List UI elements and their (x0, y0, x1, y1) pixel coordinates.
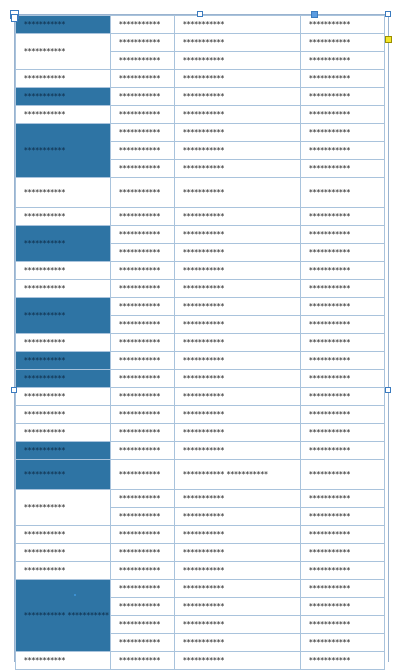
table-cell[interactable]: *********** (175, 16, 301, 34)
table-row (16, 178, 385, 208)
category-cell[interactable]: *********** (16, 208, 111, 226)
table-cell[interactable]: *********** (111, 106, 175, 124)
table-cell[interactable]: *********** (175, 526, 301, 544)
table-cell[interactable]: *********** (111, 526, 175, 544)
table-row (16, 460, 385, 490)
category-cell[interactable]: *********** (16, 262, 111, 280)
table-cell[interactable]: *********** (111, 16, 175, 34)
category-cell[interactable]: *********** (16, 88, 111, 106)
table-cell[interactable]: *********** *********** (175, 460, 301, 490)
table-cell[interactable]: *********** (301, 598, 385, 616)
table-cell[interactable]: *********** (175, 652, 301, 670)
table-cell[interactable]: *********** (301, 460, 385, 490)
table-row (16, 16, 385, 34)
table-cell[interactable]: *********** (111, 208, 175, 226)
resize-handle-top-left-inner[interactable] (11, 14, 18, 22)
table-cell[interactable]: *********** (301, 262, 385, 280)
table-cell[interactable]: *********** (301, 652, 385, 670)
category-cell[interactable]: *********** (16, 460, 111, 490)
table-cell[interactable]: *********** (175, 634, 301, 652)
table-cell[interactable]: *********** (301, 352, 385, 370)
table-row (16, 280, 385, 298)
category-cell[interactable]: *********** (16, 442, 111, 460)
resize-handle-middle-left[interactable] (11, 387, 17, 393)
table-cell[interactable]: *********** (111, 490, 175, 508)
table-cell[interactable]: *********** (175, 244, 301, 262)
table-cell[interactable]: *********** (175, 424, 301, 442)
table-cell[interactable]: *********** (111, 280, 175, 298)
table-cell[interactable]: *********** (301, 406, 385, 424)
table-cell[interactable]: *********** (301, 562, 385, 580)
table-cell[interactable]: *********** (175, 142, 301, 160)
table-cell[interactable]: *********** (301, 388, 385, 406)
table-row (16, 88, 385, 106)
category-cell[interactable]: *********** (16, 334, 111, 352)
category-cell[interactable]: *********** (16, 406, 111, 424)
cursor-mark (74, 594, 76, 596)
table-cell[interactable]: *********** (111, 508, 175, 526)
table-row (16, 298, 385, 316)
table-row (16, 124, 385, 142)
table-row (16, 370, 385, 388)
table-cell[interactable]: *********** (111, 406, 175, 424)
table-cell[interactable]: *********** (111, 160, 175, 178)
selection-right-edge (388, 14, 389, 662)
table-cell[interactable]: *********** (175, 262, 301, 280)
table-cell[interactable]: *********** (111, 334, 175, 352)
table-cell[interactable]: *********** (301, 334, 385, 352)
table-row (16, 70, 385, 88)
table-row (16, 388, 385, 406)
table-row (16, 526, 385, 544)
table-cell[interactable]: *********** (175, 88, 301, 106)
category-cell[interactable]: *********** (16, 352, 111, 370)
table-cell[interactable]: *********** (111, 70, 175, 88)
resize-handle-top-middle[interactable] (197, 11, 203, 17)
table-cell[interactable]: *********** (301, 244, 385, 262)
table-cell[interactable]: *********** (111, 244, 175, 262)
table-cell[interactable]: *********** (175, 178, 301, 208)
table-cell[interactable]: *********** (111, 562, 175, 580)
category-cell[interactable]: *********** (16, 70, 111, 88)
table-row (16, 208, 385, 226)
category-cell[interactable]: *********** (16, 226, 111, 262)
table-cell[interactable]: *********** (175, 370, 301, 388)
table-cell[interactable]: *********** (175, 562, 301, 580)
table-cell[interactable]: *********** (111, 598, 175, 616)
table-cell[interactable]: *********** (301, 88, 385, 106)
table-row (16, 424, 385, 442)
table-cell[interactable]: *********** (301, 280, 385, 298)
category-cell[interactable]: *********** (16, 490, 111, 526)
table-cell[interactable]: *********** (301, 508, 385, 526)
table-cell[interactable]: *********** (175, 508, 301, 526)
table-cell[interactable]: *********** (301, 208, 385, 226)
table-frame[interactable] (14, 14, 388, 665)
category-cell[interactable]: *********** *********** (16, 580, 111, 652)
category-cell[interactable]: *********** (16, 124, 111, 178)
category-cell[interactable]: *********** (16, 544, 111, 562)
table-cell[interactable]: *********** (111, 544, 175, 562)
table-cell[interactable]: *********** (175, 544, 301, 562)
table-row (16, 580, 385, 598)
category-cell[interactable]: *********** (16, 16, 111, 34)
table-cell[interactable]: *********** (175, 298, 301, 316)
category-cell[interactable]: *********** (16, 424, 111, 442)
table-cell[interactable]: *********** (175, 334, 301, 352)
category-cell[interactable]: *********** (16, 106, 111, 124)
table-cell[interactable]: *********** (111, 178, 175, 208)
table-cell[interactable]: *********** (301, 580, 385, 598)
table-cell[interactable]: *********** (175, 388, 301, 406)
table-cell[interactable]: *********** (111, 580, 175, 598)
table-cell[interactable]: *********** (301, 34, 385, 52)
table-row (16, 334, 385, 352)
table-cell[interactable]: *********** (111, 298, 175, 316)
table-cell[interactable]: *********** (111, 424, 175, 442)
table-cell[interactable]: *********** (301, 370, 385, 388)
table-row (16, 106, 385, 124)
table-row (16, 490, 385, 508)
table-cell[interactable]: *********** (175, 280, 301, 298)
category-cell[interactable]: *********** (16, 652, 111, 670)
table-cell[interactable]: *********** (175, 316, 301, 334)
table-row (16, 226, 385, 244)
category-cell[interactable]: *********** (16, 34, 111, 70)
table-cell[interactable]: *********** (111, 460, 175, 490)
adjust-handle[interactable] (385, 36, 392, 43)
table-cell[interactable]: *********** (175, 160, 301, 178)
table-body (16, 16, 385, 670)
table-cell[interactable]: *********** (111, 388, 175, 406)
table-cell[interactable]: *********** (301, 52, 385, 70)
table-cell[interactable]: *********** (175, 226, 301, 244)
table-cell[interactable]: *********** (111, 52, 175, 70)
table-cell[interactable]: *********** (175, 106, 301, 124)
table-cell[interactable]: *********** (301, 142, 385, 160)
table-row (16, 562, 385, 580)
category-cell[interactable]: *********** (16, 178, 111, 208)
table-cell[interactable]: *********** (111, 442, 175, 460)
category-cell[interactable]: *********** (16, 526, 111, 544)
table-cell[interactable]: *********** (175, 616, 301, 634)
table-row (16, 406, 385, 424)
table-cell[interactable]: *********** (111, 226, 175, 244)
table-cell[interactable]: *********** (175, 442, 301, 460)
table-cell[interactable]: *********** (111, 262, 175, 280)
table-cell[interactable]: *********** (301, 442, 385, 460)
table-cell[interactable]: *********** (111, 88, 175, 106)
table-cell[interactable]: *********** (301, 526, 385, 544)
table-cell[interactable]: *********** (175, 70, 301, 88)
table-row (16, 442, 385, 460)
table-cell[interactable]: *********** (301, 634, 385, 652)
table-cell[interactable]: *********** (175, 490, 301, 508)
data-table[interactable] (15, 15, 385, 670)
resize-handle-middle-right[interactable] (385, 387, 391, 393)
column-handle-selected[interactable] (311, 11, 318, 18)
table-cell[interactable]: *********** (111, 124, 175, 142)
table-cell[interactable]: *********** (111, 370, 175, 388)
table-row (16, 544, 385, 562)
table-cell[interactable]: *********** (111, 652, 175, 670)
table-cell[interactable]: *********** (111, 142, 175, 160)
category-cell[interactable]: *********** (16, 388, 111, 406)
table-cell[interactable]: *********** (301, 16, 385, 34)
category-cell[interactable]: *********** (16, 280, 111, 298)
table-cell[interactable]: *********** (175, 208, 301, 226)
table-cell[interactable]: *********** (111, 34, 175, 52)
table-cell[interactable]: *********** (301, 490, 385, 508)
table-row (16, 652, 385, 670)
table-cell[interactable]: *********** (175, 580, 301, 598)
table-row (16, 352, 385, 370)
table-cell[interactable]: *********** (175, 124, 301, 142)
table-cell[interactable]: *********** (175, 52, 301, 70)
table-cell[interactable]: *********** (111, 352, 175, 370)
table-row (16, 34, 385, 52)
table-cell[interactable]: *********** (111, 634, 175, 652)
resize-handle-top-right[interactable] (385, 11, 391, 17)
table-cell[interactable]: *********** (175, 406, 301, 424)
table-cell[interactable]: *********** (301, 316, 385, 334)
table-cell[interactable]: *********** (301, 106, 385, 124)
table-cell[interactable]: *********** (301, 226, 385, 244)
table-row (16, 262, 385, 280)
category-cell[interactable]: *********** (16, 370, 111, 388)
selection-left-edge (14, 14, 15, 662)
table-cell[interactable]: *********** (111, 616, 175, 634)
table-cell[interactable]: *********** (175, 352, 301, 370)
category-cell[interactable]: *********** (16, 562, 111, 580)
table-cell[interactable]: *********** (175, 34, 301, 52)
table-cell[interactable]: *********** (175, 598, 301, 616)
table-cell[interactable]: *********** (111, 316, 175, 334)
table-cell[interactable]: *********** (301, 160, 385, 178)
table-cell[interactable]: *********** (301, 616, 385, 634)
table-cell[interactable]: *********** (301, 70, 385, 88)
table-cell[interactable]: *********** (301, 298, 385, 316)
table-cell[interactable]: *********** (301, 544, 385, 562)
table-cell[interactable]: *********** (301, 178, 385, 208)
table-cell[interactable]: *********** (301, 424, 385, 442)
category-cell[interactable]: *********** (16, 298, 111, 334)
table-cell[interactable]: *********** (301, 124, 385, 142)
